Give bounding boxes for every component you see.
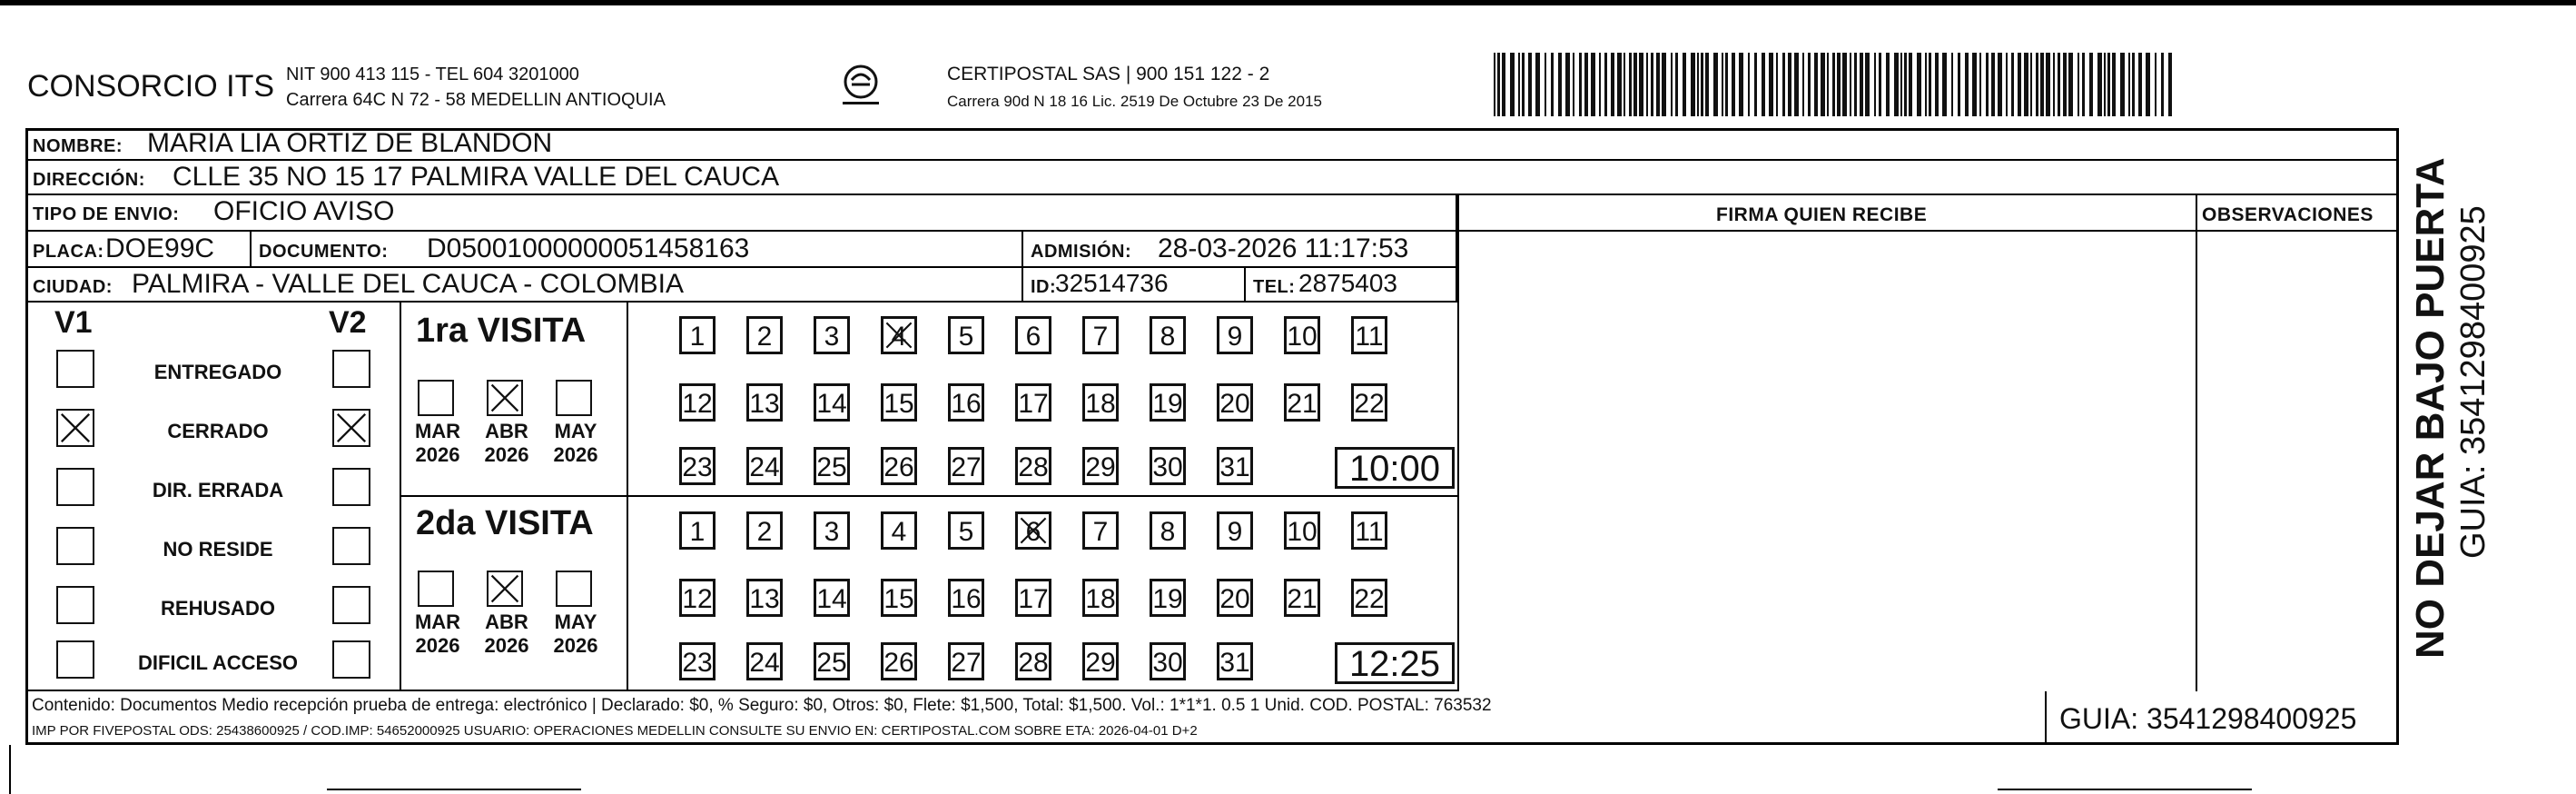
day-number: 24 — [749, 452, 780, 482]
day-number: 24 — [749, 648, 780, 678]
observaciones-area[interactable] — [2200, 236, 2393, 687]
day-number: 25 — [816, 452, 847, 482]
year-label: 2026 — [553, 634, 598, 657]
edge-mark — [1998, 789, 2252, 790]
day-number: 11 — [1355, 517, 1384, 547]
day-box[interactable] — [679, 579, 716, 617]
divider — [1022, 232, 1023, 268]
day-number: 2 — [756, 517, 773, 547]
day-number: 30 — [1152, 452, 1183, 482]
footer-imp: IMP POR FIVEPOSTAL ODS: 25438600925 / COD.IMP: 54652000925 USUARIO: OPERACIONES MEDELLIN CONSULTE SU ENVIO EN: CERTIPOSTAL.COM SOBRE ETA: 2026-04-01 D+2 — [32, 723, 1198, 739]
day-number: 19 — [1152, 584, 1183, 614]
id-label: ID: — [1031, 277, 1057, 297]
divider — [1022, 268, 1023, 303]
month-label: ABR — [485, 420, 528, 442]
nombre-label: NOMBRE: — [33, 136, 123, 156]
divider — [2045, 691, 2047, 745]
day-number: 10 — [1287, 322, 1318, 352]
direccion-label: DIRECCIÓN: — [33, 170, 145, 190]
month-label: MAR — [414, 420, 461, 442]
day-number: 8 — [1160, 322, 1176, 352]
courier-name: CERTIPOSTAL SAS | 900 151 122 - 2 — [947, 64, 1270, 84]
v1-checkbox[interactable] — [56, 409, 94, 447]
admision-label: ADMISIÓN: — [1031, 242, 1132, 262]
day-box[interactable] — [814, 447, 850, 485]
tipo-value: OFICIO AVISO — [213, 196, 395, 226]
documento-label: DOCUMENTO: — [259, 242, 389, 262]
day-box[interactable] — [948, 316, 984, 354]
day-number: 3 — [824, 322, 840, 352]
day-number: 26 — [883, 452, 914, 482]
day-box[interactable] — [1284, 316, 1320, 354]
v2-checkbox[interactable] — [332, 527, 370, 565]
month-checkbox[interactable] — [418, 380, 454, 416]
day-number: 2 — [756, 322, 773, 352]
observaciones-header: OBSERVACIONES — [2202, 204, 2374, 225]
day-number: 15 — [883, 584, 914, 614]
day-box[interactable] — [814, 511, 850, 550]
day-box[interactable] — [746, 447, 783, 485]
day-box[interactable] — [1082, 316, 1119, 354]
divider — [400, 495, 1457, 497]
day-number: 21 — [1287, 389, 1318, 419]
day-box[interactable] — [1150, 511, 1186, 550]
month-label: ABR — [485, 610, 528, 633]
day-number: 31 — [1219, 452, 1250, 482]
day-box[interactable] — [1082, 642, 1119, 680]
day-box[interactable] — [1150, 447, 1186, 485]
day-box[interactable] — [679, 511, 716, 550]
direccion-value: CLLE 35 NO 15 17 PALMIRA VALLE DEL CAUCA — [173, 162, 780, 192]
tel-value: 2875403 — [1298, 269, 1398, 297]
tipo-label: TIPO DE ENVIO: — [33, 204, 180, 224]
day-box[interactable] — [1150, 383, 1186, 422]
check-x-icon — [489, 382, 521, 414]
visit-time-box[interactable]: 12:25 — [1335, 642, 1455, 684]
status-label: NO RESIDE — [163, 538, 273, 561]
month-checkbox[interactable] — [487, 571, 523, 607]
day-box[interactable] — [746, 383, 783, 422]
day-number: 21 — [1287, 584, 1318, 614]
day-box[interactable] — [948, 447, 984, 485]
v1-header: V1 — [54, 305, 93, 340]
tel-label: TEL: — [1253, 277, 1296, 297]
day-number: 25 — [816, 648, 847, 678]
day-box[interactable] — [1015, 383, 1051, 422]
check-x-icon — [1018, 514, 1049, 547]
day-box[interactable] — [746, 316, 783, 354]
day-number: 22 — [1354, 584, 1385, 614]
month-checkbox[interactable] — [556, 380, 592, 416]
day-number: 30 — [1152, 648, 1183, 678]
day-box[interactable] — [1284, 511, 1320, 550]
day-number: 5 — [958, 322, 974, 352]
day-number: 18 — [1085, 584, 1116, 614]
day-number: 23 — [682, 648, 713, 678]
day-box[interactable] — [1082, 383, 1119, 422]
month-label: MAY — [554, 420, 597, 442]
day-box[interactable] — [1217, 383, 1253, 422]
day-box[interactable] — [1217, 511, 1253, 550]
day-box[interactable] — [679, 316, 716, 354]
day-box[interactable] — [814, 579, 850, 617]
observaciones-left-border — [2196, 195, 2197, 691]
day-box[interactable] — [948, 579, 984, 617]
day-box[interactable] — [1284, 579, 1320, 617]
status-label: REHUSADO — [161, 597, 275, 620]
divider — [627, 303, 628, 691]
day-box[interactable] — [1284, 383, 1320, 422]
day-box[interactable] — [1217, 579, 1253, 617]
row-placa — [27, 232, 1457, 268]
day-number: 13 — [749, 389, 780, 419]
v2-header: V2 — [329, 305, 367, 340]
row-tipo — [27, 195, 1457, 232]
day-number: 11 — [1355, 322, 1384, 352]
day-box[interactable] — [814, 642, 850, 680]
documento-value: D05001000000051458163 — [427, 233, 750, 263]
day-box[interactable] — [881, 316, 917, 354]
day-number: 14 — [816, 584, 847, 614]
day-number: 31 — [1219, 648, 1250, 678]
v2-checkbox[interactable] — [332, 586, 370, 624]
firma-header: FIRMA QUIEN RECIBE — [1716, 204, 1928, 225]
v1-checkbox[interactable] — [56, 468, 94, 506]
admision-value: 28-03-2026 11:17:53 — [1158, 233, 1409, 263]
edge-mark — [327, 789, 581, 790]
day-box[interactable] — [1015, 447, 1051, 485]
firma-left-border — [1457, 195, 1459, 691]
day-number: 23 — [682, 452, 713, 482]
status-label: DIFICIL ACCESO — [137, 651, 298, 674]
day-box[interactable] — [746, 511, 783, 550]
check-x-icon — [883, 319, 914, 352]
courier-license: Carrera 90d N 18 16 Lic. 2519 De Octubre 23 De 2015 — [947, 93, 1322, 110]
day-number: 1 — [689, 517, 706, 547]
year-label: 2026 — [415, 634, 460, 657]
day-number: 5 — [958, 517, 974, 547]
day-box[interactable] — [1217, 447, 1253, 485]
barcode-image — [1494, 53, 2175, 116]
year-label: 2026 — [484, 443, 529, 466]
day-box[interactable] — [948, 383, 984, 422]
v1-checkbox[interactable] — [56, 586, 94, 624]
day-box[interactable] — [1082, 511, 1119, 550]
day-number: 18 — [1085, 389, 1116, 419]
day-number: 29 — [1085, 648, 1116, 678]
top-border — [0, 0, 2576, 5]
placa-label: PLACA: — [33, 242, 104, 262]
day-number: 8 — [1160, 517, 1176, 547]
ciudad-value: PALMIRA - VALLE DEL CAUCA - COLOMBIA — [132, 269, 684, 299]
day-box[interactable] — [881, 383, 917, 422]
day-box[interactable] — [881, 642, 917, 680]
no-dejar-bajo-puerta: NO DEJAR BAJO PUERTA — [2408, 157, 2453, 659]
row-ciudad — [27, 268, 1457, 303]
day-number: 7 — [1092, 517, 1109, 547]
day-box[interactable] — [881, 511, 917, 550]
day-number: 28 — [1018, 648, 1049, 678]
right-inner-border — [2397, 154, 2399, 691]
day-box[interactable] — [1082, 579, 1119, 617]
day-box[interactable] — [881, 579, 917, 617]
day-box[interactable] — [1351, 383, 1387, 422]
year-label: 2026 — [415, 443, 460, 466]
visit-time-box[interactable]: 10:00 — [1335, 447, 1455, 489]
footer-guia: GUIA: 3541298400925 — [2059, 702, 2357, 735]
day-box[interactable] — [1150, 579, 1186, 617]
status-label: CERRADO — [167, 420, 269, 442]
day-number: 17 — [1018, 389, 1049, 419]
day-box[interactable] — [948, 642, 984, 680]
day-box[interactable] — [1217, 316, 1253, 354]
v2-checkbox[interactable] — [332, 640, 370, 679]
day-number: 9 — [1227, 322, 1243, 352]
day-number: 16 — [951, 584, 982, 614]
day-number: 26 — [883, 648, 914, 678]
edge-mark — [9, 745, 11, 794]
status-label: ENTREGADO — [153, 361, 282, 383]
day-box[interactable] — [1015, 511, 1051, 550]
month-label: MAY — [554, 610, 597, 633]
day-number: 27 — [951, 452, 982, 482]
day-number: 22 — [1354, 389, 1385, 419]
day-number: 12 — [682, 389, 713, 419]
visit2-title: 2da VISITA — [416, 504, 594, 542]
day-box[interactable] — [1351, 579, 1387, 617]
day-box[interactable] — [1351, 316, 1387, 354]
side-guia: GUIA: 3541298400925 — [2454, 205, 2492, 559]
day-box[interactable] — [1082, 447, 1119, 485]
day-box[interactable] — [881, 447, 917, 485]
footer-contenido: Contenido: Documentos Medio recepción prueba de entrega: electrónico | Declarado: $0, % Seguro: $0, Otros: $0, Flete: $1,500, Total: $1,500. Vol.: 1*1*1. 0.5 1 Unid. COD. POSTAL: 763532 — [32, 696, 1492, 715]
day-number: 27 — [951, 648, 982, 678]
day-box[interactable] — [814, 316, 850, 354]
day-number: 16 — [951, 389, 982, 419]
day-number: 6 — [1025, 517, 1041, 547]
month-checkbox[interactable] — [556, 571, 592, 607]
divider — [250, 232, 252, 268]
year-label: 2026 — [553, 443, 598, 466]
visit1-title: 1ra VISITA — [416, 312, 587, 350]
day-box[interactable] — [1150, 316, 1186, 354]
placa-value: DOE99C — [105, 233, 215, 263]
company-address: Carrera 64C N 72 - 58 MEDELLIN ANTIOQUIA — [286, 90, 666, 110]
day-box[interactable] — [746, 642, 783, 680]
day-number: 29 — [1085, 452, 1116, 482]
company-nit: NIT 900 413 115 - TEL 604 3201000 — [286, 65, 579, 84]
v2-checkbox[interactable] — [332, 409, 370, 447]
day-box[interactable] — [679, 642, 716, 680]
year-label: 2026 — [484, 634, 529, 657]
check-x-icon — [489, 572, 521, 605]
day-number: 13 — [749, 584, 780, 614]
v1-checkbox[interactable] — [56, 527, 94, 565]
day-box[interactable] — [1015, 579, 1051, 617]
day-number: 1 — [689, 322, 706, 352]
day-number: 12 — [682, 584, 713, 614]
day-number: 17 — [1018, 584, 1049, 614]
day-number: 4 — [891, 517, 907, 547]
day-number: 19 — [1152, 389, 1183, 419]
status-label: DIR. ERRADA — [152, 479, 284, 501]
certipostal-logo-icon — [834, 60, 888, 114]
month-label: MAR — [414, 610, 461, 633]
v2-checkbox[interactable] — [332, 468, 370, 506]
check-x-icon — [58, 411, 93, 445]
row-nombre — [27, 128, 2397, 161]
company-name: CONSORCIO ITS — [27, 69, 275, 104]
nombre-value: MARIA LIA ORTIZ DE BLANDON — [147, 128, 553, 158]
month-checkbox[interactable] — [418, 571, 454, 607]
day-number: 28 — [1018, 452, 1049, 482]
day-number: 10 — [1287, 517, 1318, 547]
firma-area[interactable] — [1462, 236, 2191, 687]
v1-checkbox[interactable] — [56, 350, 94, 388]
day-box[interactable] — [814, 383, 850, 422]
v2-checkbox[interactable] — [332, 350, 370, 388]
divider — [400, 303, 401, 691]
day-number: 20 — [1219, 584, 1250, 614]
month-checkbox[interactable] — [487, 380, 523, 416]
day-number: 4 — [891, 322, 907, 352]
day-number: 7 — [1092, 322, 1109, 352]
day-number: 6 — [1025, 322, 1041, 352]
ciudad-label: CIUDAD: — [33, 277, 113, 297]
day-box[interactable] — [1217, 642, 1253, 680]
day-box[interactable] — [679, 447, 716, 485]
row-direccion — [27, 161, 2397, 195]
id-value: 32514736 — [1055, 269, 1169, 297]
check-x-icon — [334, 411, 369, 445]
day-box[interactable] — [1015, 642, 1051, 680]
day-number: 14 — [816, 389, 847, 419]
day-box[interactable] — [948, 511, 984, 550]
day-number: 9 — [1227, 517, 1243, 547]
day-number: 20 — [1219, 389, 1250, 419]
day-box[interactable] — [679, 383, 716, 422]
divider — [1244, 268, 1246, 303]
day-number: 3 — [824, 517, 840, 547]
day-box[interactable] — [1015, 316, 1051, 354]
day-box[interactable] — [1351, 511, 1387, 550]
v1-checkbox[interactable] — [56, 640, 94, 679]
day-box[interactable] — [1150, 642, 1186, 680]
day-number: 15 — [883, 389, 914, 419]
day-box[interactable] — [746, 579, 783, 617]
